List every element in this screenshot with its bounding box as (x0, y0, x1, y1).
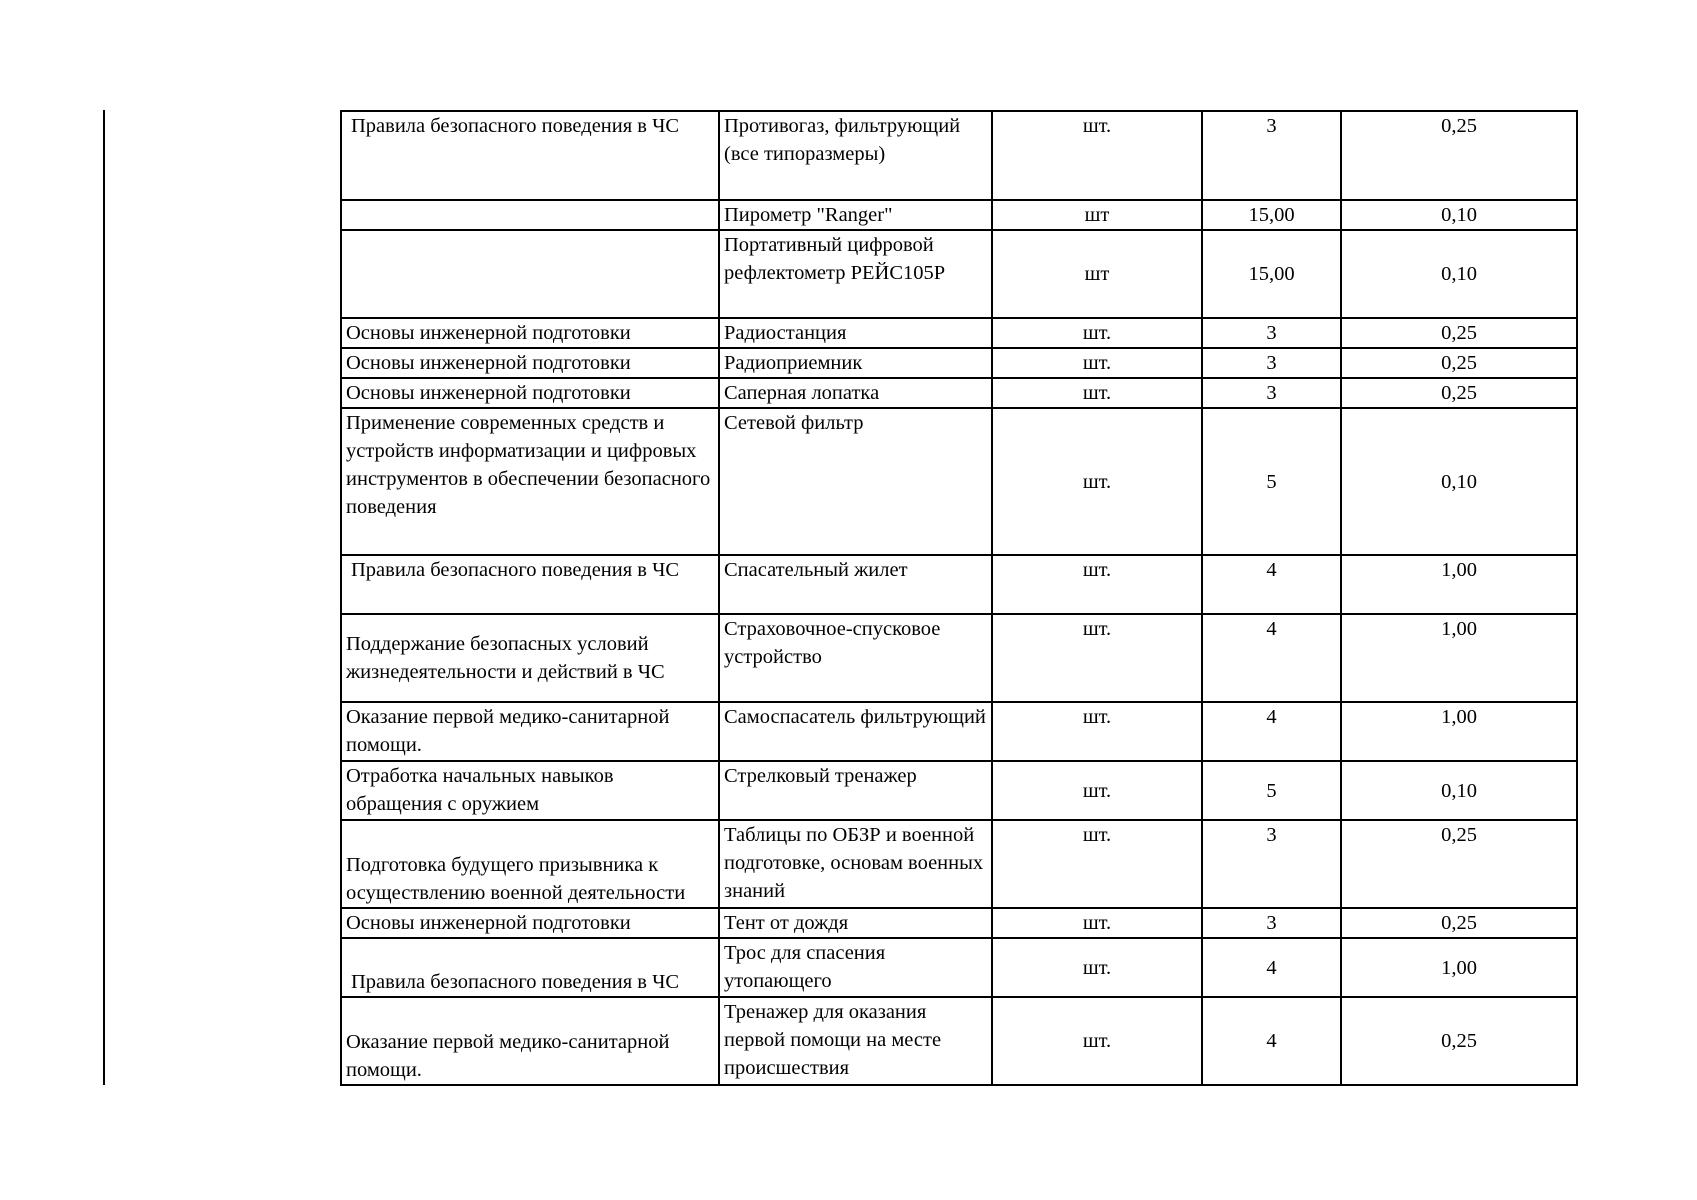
quantity-cell: 3 (1202, 820, 1341, 908)
subject-cell: Правила безопасного поведения в ЧС (341, 111, 719, 200)
item-cell: Стрелковый тренажер (719, 761, 992, 820)
coefficient-cell: 0,25 (1341, 820, 1577, 908)
left-margin-line (103, 110, 105, 1085)
subject-cell: Основы инженерной подготовки (341, 348, 719, 378)
quantity-cell: 4 (1202, 614, 1341, 702)
unit-cell: шт. (992, 408, 1202, 555)
subject-cell: Отработка начальных навыков обращения с оружием (341, 761, 719, 820)
table-row (341, 997, 1577, 1085)
unit-cell: шт. (992, 378, 1202, 408)
coefficient-cell: 0,10 (1341, 200, 1577, 230)
quantity-cell: 3 (1202, 378, 1341, 408)
quantity-cell: 15,00 (1202, 230, 1341, 318)
unit-cell: шт. (992, 908, 1202, 938)
coefficient-cell: 0,25 (1341, 318, 1577, 348)
quantity-cell: 3 (1202, 908, 1341, 938)
table-row (341, 318, 1577, 348)
quantity-cell: 4 (1202, 555, 1341, 614)
unit-cell: шт. (992, 555, 1202, 614)
coefficient-cell: 0,10 (1341, 408, 1577, 555)
quantity-cell: 4 (1202, 702, 1341, 761)
quantity-cell: 3 (1202, 111, 1341, 200)
unit-cell: шт. (992, 348, 1202, 378)
coefficient-cell: 0,10 (1341, 761, 1577, 820)
coefficient-cell: 1,00 (1341, 555, 1577, 614)
quantity-cell: 5 (1202, 761, 1341, 820)
table-row (341, 702, 1577, 761)
item-cell: Спасательный жилет (719, 555, 992, 614)
coefficient-cell: 1,00 (1341, 702, 1577, 761)
subject-cell: Правила безопасного поведения в ЧС (341, 938, 719, 997)
table-row (341, 378, 1577, 408)
item-cell: Самоспасатель фильтрующий (719, 702, 992, 761)
table-row (341, 938, 1577, 997)
quantity-cell: 15,00 (1202, 200, 1341, 230)
table-row (341, 820, 1577, 908)
coefficient-cell: 0,25 (1341, 378, 1577, 408)
quantity-cell: 3 (1202, 348, 1341, 378)
unit-cell: шт. (992, 938, 1202, 997)
item-cell: Портативный цифровой рефлектометр РЕЙС105Р (719, 230, 992, 318)
subject-cell: Основы инженерной подготовки (341, 908, 719, 938)
coefficient-cell: 0,10 (1341, 230, 1577, 318)
table-row (341, 200, 1577, 230)
item-cell: Радиостанция (719, 318, 992, 348)
item-cell: Пирометр "Ranger" (719, 200, 992, 230)
item-cell: Страховочное-спусковое устройство (719, 614, 992, 702)
coefficient-cell: 0,25 (1341, 111, 1577, 200)
item-cell: Трос для спасения утопающего (719, 938, 992, 997)
unit-cell: шт. (992, 997, 1202, 1085)
coefficient-cell: 0,25 (1341, 997, 1577, 1085)
subject-cell: Оказание первой медико-санитарной помощи. (341, 702, 719, 761)
item-cell: Саперная лопатка (719, 378, 992, 408)
subject-cell: Основы инженерной подготовки (341, 378, 719, 408)
unit-cell: шт. (992, 702, 1202, 761)
table-row (341, 348, 1577, 378)
item-cell: Таблицы по ОБЗР и военной подготовке, основам военных знаний (719, 820, 992, 908)
table-row (341, 111, 1577, 200)
subject-cell: Правила безопасного поведения в ЧС (341, 555, 719, 614)
subject-cell: Поддержание безопасных условий жизнедеятельности и действий в ЧС (341, 614, 719, 702)
unit-cell: шт (992, 200, 1202, 230)
table-row (341, 555, 1577, 614)
subject-cell: Применение современных средств и устройств информатизации и цифровых инструментов в обеспечении безопасного поведения (341, 408, 719, 555)
quantity-cell: 4 (1202, 938, 1341, 997)
quantity-cell: 5 (1202, 408, 1341, 555)
subject-cell: Подготовка будущего призывника к осуществлению военной деятельности (341, 820, 719, 908)
unit-cell: шт. (992, 820, 1202, 908)
item-cell: Сетевой фильтр (719, 408, 992, 555)
item-cell: Тент от дождя (719, 908, 992, 938)
unit-cell: шт. (992, 761, 1202, 820)
quantity-cell: 4 (1202, 997, 1341, 1085)
coefficient-cell: 0,25 (1341, 348, 1577, 378)
coefficient-cell: 1,00 (1341, 614, 1577, 702)
coefficient-cell: 1,00 (1341, 938, 1577, 997)
table-row (341, 761, 1577, 820)
subject-cell: Основы инженерной подготовки (341, 318, 719, 348)
unit-cell: шт. (992, 111, 1202, 200)
coefficient-cell: 0,25 (1341, 908, 1577, 938)
item-cell: Тренажер для оказания первой помощи на месте происшествия (719, 997, 992, 1085)
table-row (341, 408, 1577, 555)
table-row (341, 614, 1577, 702)
subject-cell: Оказание первой медико-санитарной помощи. (341, 997, 719, 1085)
subject-cell (341, 230, 719, 318)
table-row (341, 230, 1577, 318)
item-cell: Противогаз, фильтрующий (все типоразмеры) (719, 111, 992, 200)
quantity-cell: 3 (1202, 318, 1341, 348)
unit-cell: шт. (992, 318, 1202, 348)
equipment-table (340, 110, 1578, 1086)
subject-cell (341, 200, 719, 230)
unit-cell: шт (992, 230, 1202, 318)
item-cell: Радиоприемник (719, 348, 992, 378)
unit-cell: шт. (992, 614, 1202, 702)
table-row (341, 908, 1577, 938)
